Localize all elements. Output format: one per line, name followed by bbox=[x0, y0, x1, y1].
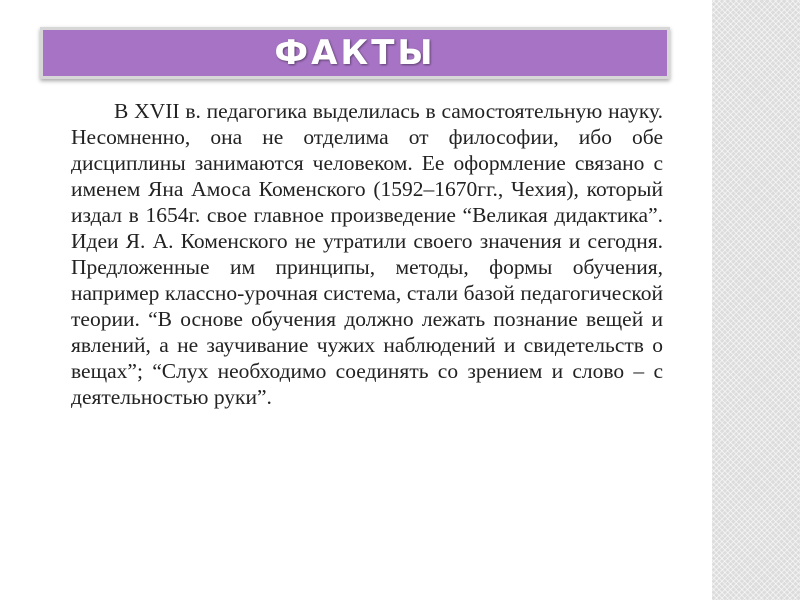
slide-body-text: В XVII в. педагогика выделилась в самостоятельную науку. Несомненно, она не отделима от философии, ибо обе дисциплины занимаются человеком. Ее оформление связано с именем Яна Амоса Коменского (1592–1670гг., Чехия), который издал в 1654г. свое главное произведение “Великая дидактика”. Идеи Я. А. Коменского не утратили своего значения и сегодня. Предложенные им принципы, методы, формы обучения, например классно-урочная система, стали базой педагогической теории. “В основе обучения должно лежать познание вещей и явлений, а не заучивание чужих наблюдений и свидетельств о вещах”; “Слух необходимо соединять со зрением и слово – с деятельностью руки”. bbox=[71, 99, 663, 409]
title-banner bbox=[40, 27, 670, 79]
decorative-side-band bbox=[712, 0, 800, 600]
slide-title: ФАКТЫ bbox=[274, 33, 436, 73]
